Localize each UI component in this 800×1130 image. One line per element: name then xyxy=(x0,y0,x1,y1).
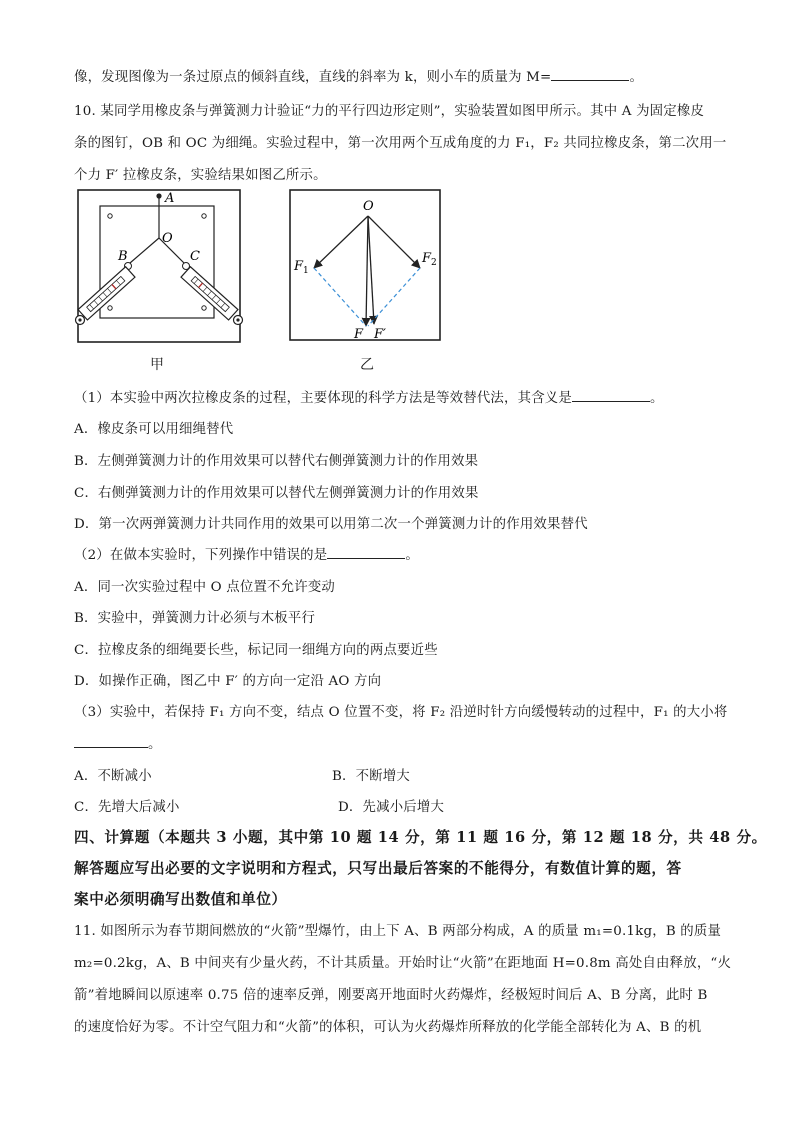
caption-yi: 乙 xyxy=(360,357,374,373)
q10-sub3-blank-line xyxy=(74,733,162,752)
answer-blank-mass[interactable] xyxy=(551,68,629,81)
sub1-stem-text: （1）本实验中两次拉橡皮条的过程，主要体现的科学方法是等效替代法，其含义是 xyxy=(74,391,572,406)
sub1-option-a: A．橡皮条可以用细绳替代 xyxy=(74,422,234,437)
q11-line-4: 的速度恰好为零。不计空气阻力和“火箭”的体积，可认为火药爆炸所释放的化学能全部转化为 A、B 的机 xyxy=(74,1020,702,1035)
sub3-stem-tail: 。 xyxy=(148,737,162,752)
section4-line-2: 解答题应写出必要的文字说明和方程式，只写出最后答案的不能得分，有数值计算的题，答 xyxy=(74,860,682,877)
intro-line xyxy=(74,66,643,85)
q11-line-3: 箭”着地瞬间以原速率 0.75 倍的速率反弹，刚要离开地面时火药爆炸，经极短时间后 A、B 分离，此时 B xyxy=(74,988,708,1003)
sub1-option-b: B．左侧弹簧测力计的作用效果可以替代右侧弹簧测力计的作用效果 xyxy=(74,454,479,469)
sub2-option-b: B．实验中，弹簧测力计必须与木板平行 xyxy=(74,611,316,626)
section4-line-1: 四、计算题（本题共 3 小题，其中第 10 题 14 分，第 11 题 16 分，第 12 题 18 分，共 48 分。 xyxy=(74,829,767,846)
sub3-option-c: C．先增大后减小 xyxy=(74,800,180,815)
sub1-stem-tail: 。 xyxy=(649,391,664,406)
q10-stem-line-3: 个力 F′ 拉橡皮条，实验结果如图乙所示。 xyxy=(74,168,327,183)
intro-text: 像，发现图像为一条过原点的倾斜直线，直线的斜率为 k，则小车的质量为 M= xyxy=(74,70,552,85)
q10-sub1-stem xyxy=(74,387,664,406)
answer-blank-sub3[interactable] xyxy=(74,735,148,748)
sub3-option-b: B．不断增大 xyxy=(332,769,410,784)
label-a: A xyxy=(165,191,175,206)
q10-sub2-stem xyxy=(74,544,419,563)
sub2-option-d: D．如操作正确，图乙中 F′ 的方向一定沿 AO 方向 xyxy=(74,674,382,689)
sub3-option-d: D．先减小后增大 xyxy=(338,800,445,815)
label-o-right: O xyxy=(363,199,374,214)
q10-sub3-stem: （3）实验中，若保持 F₁ 方向不变，结点 O 位置不变，将 F₂ 沿逆时针方向缓慢转动的过程中，F₁ 的大小将 xyxy=(74,705,728,720)
section4-line-3: 案中必须明确写出数值和单位） xyxy=(74,891,287,908)
sub2-option-a: A．同一次实验过程中 O 点位置不允许变动 xyxy=(74,580,336,595)
intro-tail: 。 xyxy=(629,70,644,85)
sub1-option-c: C．右侧弹簧测力计的作用效果可以替代左侧弹簧测力计的作用效果 xyxy=(74,486,479,501)
label-f: F xyxy=(354,327,364,342)
sub2-stem-tail: 。 xyxy=(405,548,419,563)
sub3-option-a: A．不断减小 xyxy=(74,769,152,784)
caption-jia: 甲 xyxy=(150,357,164,373)
label-f1: $F_1$ xyxy=(294,259,309,276)
q11-line-2: m₂=0.2kg，A、B 中间夹有少量火药，不计其质量。开始时让“火箭”在距地面 H=0.8m 高处自由释放，“火 xyxy=(74,956,732,971)
q10-stem-line-1: 10. 某同学用橡皮条与弹簧测力计验证“力的平行四边形定则”，实验装置如图甲所示。其中 A 为固定橡皮 xyxy=(74,104,705,119)
figure-yi xyxy=(286,188,446,348)
q11-line-1: 11. 如图所示为春节期间燃放的“火箭”型爆竹，由上下 A、B 两部分构成，A 的质量 m₁=0.1kg，B 的质量 xyxy=(74,924,722,939)
label-f2: $F_2$ xyxy=(422,251,437,268)
sub1-option-d: D．第一次两弹簧测力计共同作用的效果可以用第二次一个弹簧测力计的作用效果替代 xyxy=(74,517,588,532)
label-b: B xyxy=(118,249,128,264)
figure-jia xyxy=(72,188,252,348)
sub2-stem-text: （2）在做本实验时，下列操作中错误的是 xyxy=(74,548,328,563)
answer-blank-sub2[interactable] xyxy=(327,546,405,559)
sub2-option-c: C．拉橡皮条的细绳要长些，标记同一细绳方向的两点要近些 xyxy=(74,643,438,658)
label-c: C xyxy=(190,249,200,264)
q10-stem-line-2: 条的图钉，OB 和 OC 为细绳。实验过程中，第一次用两个互成角度的力 F₁，F₂ 共同拉橡皮条，第二次用一 xyxy=(74,136,727,151)
label-o-left: O xyxy=(162,231,173,246)
label-f-prime: F′ xyxy=(374,327,386,342)
answer-blank-sub1[interactable] xyxy=(572,389,650,402)
